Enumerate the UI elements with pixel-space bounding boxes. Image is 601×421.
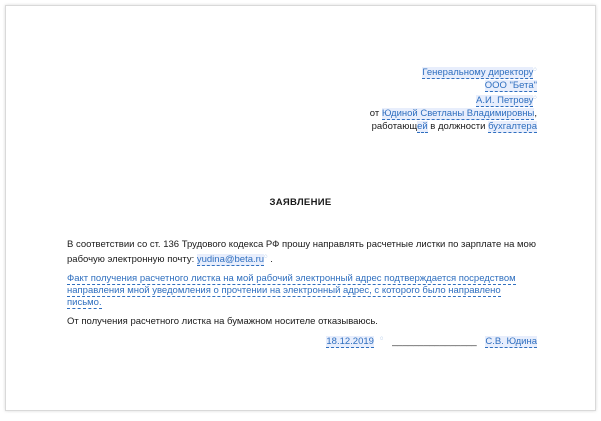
paragraph-request-tail: .	[270, 254, 273, 266]
document-title: ЗАЯВЛЕНИЕ	[269, 197, 332, 208]
edit-marker-icon: ◌	[379, 336, 384, 342]
document-page	[5, 5, 596, 411]
addressee-line-2	[370, 79, 537, 92]
work-middle: в должности	[430, 121, 486, 133]
addressee-company: ООО "Бета"	[484, 80, 537, 92]
signature-date: 18.12.2019	[326, 336, 374, 348]
email-address: yudina@beta.ru	[196, 254, 265, 266]
signature-block	[320, 336, 537, 347]
edit-marker-icon: ◌	[264, 254, 268, 260]
paragraph-request-text: В соответствии со ст. 136 Трудового кодекса РФ прошу направлять расчетные листки по зарплате на мою рабочую электронную почту:	[67, 239, 536, 266]
sender-prefix: от	[369, 108, 380, 120]
paragraph-confirmation-text: Факт получения расчетного листка на мой рабочий электронный адрес подтверждается посредством направления мной уведомления о прочтении на электронный адрес, с которого было направлено письмо.	[67, 273, 516, 308]
signature-line: ________________	[392, 336, 477, 348]
signature-name: С.В. Юдина	[485, 336, 537, 348]
work-prefix: работающ	[371, 121, 418, 133]
edit-marker-icon: ◌	[533, 67, 537, 73]
addressee-position: Генеральному директору	[422, 67, 534, 79]
addressee-name: А.И. Петрову	[476, 95, 534, 107]
work-ending: ей	[417, 121, 428, 133]
edit-marker-icon: ◌	[533, 95, 537, 102]
sender-line: от Юдиной Светланы Владимировны,	[369, 108, 537, 120]
sender-position-line	[370, 120, 537, 133]
addressee-line-3	[370, 92, 537, 107]
paragraph-request	[67, 239, 537, 266]
paragraph-confirmation	[67, 273, 537, 309]
sender-name: Юдиной Светланы Владимировны	[381, 108, 535, 120]
paragraph-refusal: От получения расчетного листка на бумажном носителе отказываюсь.	[67, 316, 378, 327]
addressee-line-1	[370, 64, 537, 79]
addressee-block	[370, 64, 537, 133]
sender-position: бухгалтера	[488, 121, 537, 133]
